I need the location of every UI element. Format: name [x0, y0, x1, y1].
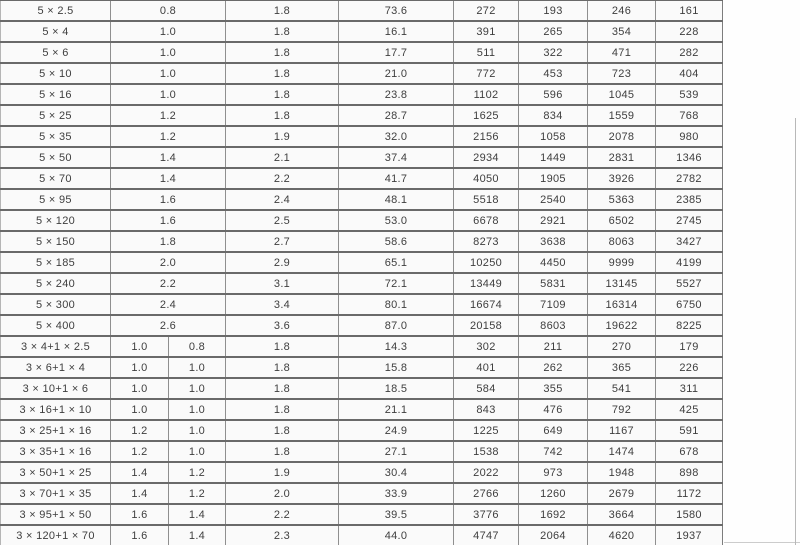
value-cell: 2.2 [111, 273, 226, 294]
value-cell: 58.6 [339, 231, 454, 252]
value-cell: 772 [454, 63, 519, 84]
value-cell: 1692 [519, 504, 588, 525]
table-row [1, 231, 723, 252]
value-cell: 1.8 [226, 0, 339, 21]
table-row [1, 273, 723, 294]
table-row [1, 168, 723, 189]
value-cell: 3427 [656, 231, 723, 252]
size-cell: 5 × 4 [1, 21, 111, 42]
value-cell: 1.4 [169, 504, 226, 525]
table-row [1, 294, 723, 315]
value-cell: 1.6 [111, 504, 169, 525]
value-cell: 2064 [519, 525, 588, 545]
value-cell: 179 [656, 336, 723, 357]
value-cell: 8063 [588, 231, 656, 252]
value-cell: 1.0 [111, 21, 226, 42]
table-row [1, 21, 723, 42]
value-cell: 4620 [588, 525, 656, 545]
value-cell: 5363 [588, 189, 656, 210]
value-cell: 678 [656, 441, 723, 462]
value-cell: 453 [519, 63, 588, 84]
value-cell: 24.9 [339, 420, 454, 441]
value-cell: 1.0 [169, 441, 226, 462]
value-cell: 23.8 [339, 84, 454, 105]
value-cell: 1.6 [111, 210, 226, 231]
table-row [1, 462, 723, 483]
value-cell: 898 [656, 462, 723, 483]
value-cell: 1.0 [111, 399, 169, 420]
value-cell: 2540 [519, 189, 588, 210]
value-cell: 2156 [454, 126, 519, 147]
value-cell: 1.2 [169, 462, 226, 483]
value-cell: 4747 [454, 525, 519, 545]
value-cell: 973 [519, 462, 588, 483]
size-cell: 5 × 25 [1, 105, 111, 126]
value-cell: 2078 [588, 126, 656, 147]
value-cell: 1937 [656, 525, 723, 545]
table-row [1, 357, 723, 378]
value-cell: 1.8 [226, 336, 339, 357]
value-cell: 1.2 [111, 441, 169, 462]
value-cell: 5518 [454, 189, 519, 210]
value-cell: 1.4 [111, 483, 169, 504]
size-cell: 5 × 95 [1, 189, 111, 210]
value-cell: 1.9 [226, 462, 339, 483]
value-cell: 1.8 [226, 420, 339, 441]
value-cell: 1260 [519, 483, 588, 504]
value-cell: 2.3 [226, 525, 339, 545]
value-cell: 72.1 [339, 273, 454, 294]
value-cell: 41.7 [339, 168, 454, 189]
value-cell: 3664 [588, 504, 656, 525]
value-cell: 13145 [588, 273, 656, 294]
size-cell: 3 × 120+1 × 70 [1, 525, 111, 545]
value-cell: 1.0 [111, 357, 169, 378]
value-cell: 649 [519, 420, 588, 441]
value-cell: 1.2 [111, 105, 226, 126]
value-cell: 265 [519, 21, 588, 42]
value-cell: 80.1 [339, 294, 454, 315]
value-cell: 193 [519, 0, 588, 21]
value-cell: 20158 [454, 315, 519, 336]
value-cell: 2.4 [226, 189, 339, 210]
value-cell: 33.9 [339, 483, 454, 504]
value-cell: 768 [656, 105, 723, 126]
value-cell: 1.8 [226, 63, 339, 84]
value-cell: 226 [656, 357, 723, 378]
value-cell: 541 [588, 378, 656, 399]
table-row [1, 483, 723, 504]
value-cell: 17.7 [339, 42, 454, 63]
value-cell: 2.2 [226, 168, 339, 189]
value-cell: 980 [656, 126, 723, 147]
value-cell: 1.2 [169, 483, 226, 504]
value-cell: 10250 [454, 252, 519, 273]
value-cell: 1.4 [111, 168, 226, 189]
size-cell: 3 × 25+1 × 16 [1, 420, 111, 441]
value-cell: 2.6 [111, 315, 226, 336]
table-row [1, 336, 723, 357]
size-cell: 5 × 35 [1, 126, 111, 147]
value-cell: 1905 [519, 168, 588, 189]
value-cell: 6678 [454, 210, 519, 231]
value-cell: 19622 [588, 315, 656, 336]
value-cell: 539 [656, 84, 723, 105]
value-cell: 742 [519, 441, 588, 462]
value-cell: 834 [519, 105, 588, 126]
value-cell: 2.0 [226, 483, 339, 504]
value-cell: 48.1 [339, 189, 454, 210]
value-cell: 1.0 [111, 63, 226, 84]
value-cell: 9999 [588, 252, 656, 273]
value-cell: 246 [588, 0, 656, 21]
value-cell: 2782 [656, 168, 723, 189]
table-row [1, 420, 723, 441]
size-cell: 3 × 35+1 × 16 [1, 441, 111, 462]
value-cell: 3.6 [226, 315, 339, 336]
value-cell: 7109 [519, 294, 588, 315]
value-cell: 1225 [454, 420, 519, 441]
value-cell: 53.0 [339, 210, 454, 231]
value-cell: 1.0 [111, 378, 169, 399]
table-row [1, 252, 723, 273]
value-cell: 272 [454, 0, 519, 21]
value-cell: 2745 [656, 210, 723, 231]
value-cell: 1.8 [226, 399, 339, 420]
value-cell: 584 [454, 378, 519, 399]
size-cell: 3 × 4+1 × 2.5 [1, 336, 111, 357]
size-cell: 5 × 240 [1, 273, 111, 294]
size-cell: 3 × 10+1 × 6 [1, 378, 111, 399]
value-cell: 32.0 [339, 126, 454, 147]
right-margin [724, 0, 800, 543]
size-cell: 3 × 70+1 × 35 [1, 483, 111, 504]
value-cell: 322 [519, 42, 588, 63]
value-cell: 471 [588, 42, 656, 63]
table-row [1, 189, 723, 210]
value-cell: 39.5 [339, 504, 454, 525]
value-cell: 1.8 [226, 378, 339, 399]
value-cell: 0.8 [169, 336, 226, 357]
value-cell: 8225 [656, 315, 723, 336]
size-cell: 5 × 6 [1, 42, 111, 63]
value-cell: 391 [454, 21, 519, 42]
spec-table-body [1, 0, 723, 545]
size-cell: 5 × 185 [1, 252, 111, 273]
value-cell: 44.0 [339, 525, 454, 545]
value-cell: 6502 [588, 210, 656, 231]
value-cell: 1.0 [111, 42, 226, 63]
table-row [1, 378, 723, 399]
value-cell: 18.5 [339, 378, 454, 399]
value-cell: 282 [656, 42, 723, 63]
value-cell: 8273 [454, 231, 519, 252]
value-cell: 2679 [588, 483, 656, 504]
value-cell: 16314 [588, 294, 656, 315]
value-cell: 2831 [588, 147, 656, 168]
value-cell: 3.4 [226, 294, 339, 315]
value-cell: 1625 [454, 105, 519, 126]
value-cell: 37.4 [339, 147, 454, 168]
table-row [1, 105, 723, 126]
value-cell: 1.0 [169, 399, 226, 420]
size-cell: 5 × 400 [1, 315, 111, 336]
value-cell: 1.8 [226, 21, 339, 42]
value-cell: 1045 [588, 84, 656, 105]
value-cell: 1.4 [111, 147, 226, 168]
value-cell: 1.8 [226, 357, 339, 378]
value-cell: 1102 [454, 84, 519, 105]
value-cell: 596 [519, 84, 588, 105]
value-cell: 3.1 [226, 273, 339, 294]
value-cell: 8603 [519, 315, 588, 336]
size-cell: 5 × 10 [1, 63, 111, 84]
value-cell: 425 [656, 399, 723, 420]
value-cell: 161 [656, 0, 723, 21]
value-cell: 354 [588, 21, 656, 42]
value-cell: 2.7 [226, 231, 339, 252]
value-cell: 2385 [656, 189, 723, 210]
value-cell: 16.1 [339, 21, 454, 42]
size-cell: 5 × 150 [1, 231, 111, 252]
value-cell: 5527 [656, 273, 723, 294]
size-cell: 5 × 16 [1, 84, 111, 105]
size-cell: 5 × 70 [1, 168, 111, 189]
table-row [1, 525, 723, 545]
value-cell: 2766 [454, 483, 519, 504]
value-cell: 211 [519, 336, 588, 357]
value-cell: 262 [519, 357, 588, 378]
table-row [1, 441, 723, 462]
size-cell: 5 × 2.5 [1, 0, 111, 21]
value-cell: 73.6 [339, 0, 454, 21]
value-cell: 843 [454, 399, 519, 420]
value-cell: 6750 [656, 294, 723, 315]
value-cell: 1346 [656, 147, 723, 168]
size-cell: 5 × 300 [1, 294, 111, 315]
value-cell: 4450 [519, 252, 588, 273]
value-cell: 21.1 [339, 399, 454, 420]
value-cell: 1.0 [169, 420, 226, 441]
value-cell: 1.6 [111, 525, 169, 545]
value-cell: 1.0 [111, 84, 226, 105]
value-cell: 792 [588, 399, 656, 420]
table-row [1, 315, 723, 336]
value-cell: 2.2 [226, 504, 339, 525]
value-cell: 511 [454, 42, 519, 63]
value-cell: 1058 [519, 126, 588, 147]
value-cell: 30.4 [339, 462, 454, 483]
value-cell: 1580 [656, 504, 723, 525]
value-cell: 1.2 [111, 420, 169, 441]
value-cell: 1474 [588, 441, 656, 462]
value-cell: 1172 [656, 483, 723, 504]
value-cell: 2.5 [226, 210, 339, 231]
value-cell: 3776 [454, 504, 519, 525]
value-cell: 476 [519, 399, 588, 420]
value-cell: 4199 [656, 252, 723, 273]
value-cell: 1.0 [169, 357, 226, 378]
value-cell: 1538 [454, 441, 519, 462]
value-cell: 302 [454, 336, 519, 357]
value-cell: 1449 [519, 147, 588, 168]
size-cell: 5 × 50 [1, 147, 111, 168]
value-cell: 87.0 [339, 315, 454, 336]
value-cell: 2022 [454, 462, 519, 483]
value-cell: 27.1 [339, 441, 454, 462]
value-cell: 365 [588, 357, 656, 378]
value-cell: 228 [656, 21, 723, 42]
value-cell: 4050 [454, 168, 519, 189]
value-cell: 1.8 [226, 84, 339, 105]
value-cell: 2921 [519, 210, 588, 231]
value-cell: 270 [588, 336, 656, 357]
value-cell: 3926 [588, 168, 656, 189]
value-cell: 21.0 [339, 63, 454, 84]
value-cell: 1.0 [169, 378, 226, 399]
value-cell: 1.4 [111, 462, 169, 483]
value-cell: 16674 [454, 294, 519, 315]
value-cell: 1.8 [226, 105, 339, 126]
value-cell: 1.8 [226, 42, 339, 63]
value-cell: 311 [656, 378, 723, 399]
value-cell: 1.8 [226, 441, 339, 462]
table-row [1, 63, 723, 84]
table-row [1, 504, 723, 525]
table-row [1, 42, 723, 63]
value-cell: 2.9 [226, 252, 339, 273]
size-cell: 3 × 16+1 × 10 [1, 399, 111, 420]
value-cell: 2934 [454, 147, 519, 168]
value-cell: 1.2 [111, 126, 226, 147]
value-cell: 1559 [588, 105, 656, 126]
table-row [1, 210, 723, 231]
table-row [1, 126, 723, 147]
table-row [1, 84, 723, 105]
value-cell: 404 [656, 63, 723, 84]
value-cell: 2.4 [111, 294, 226, 315]
value-cell: 1.4 [169, 525, 226, 545]
value-cell: 1.0 [111, 336, 169, 357]
value-cell: 355 [519, 378, 588, 399]
table-row [1, 147, 723, 168]
table-row [1, 399, 723, 420]
size-cell: 3 × 95+1 × 50 [1, 504, 111, 525]
value-cell: 28.7 [339, 105, 454, 126]
value-cell: 1167 [588, 420, 656, 441]
value-cell: 591 [656, 420, 723, 441]
value-cell: 1.9 [226, 126, 339, 147]
value-cell: 2.1 [226, 147, 339, 168]
value-cell: 14.3 [339, 336, 454, 357]
value-cell: 0.8 [111, 0, 226, 21]
value-cell: 5831 [519, 273, 588, 294]
value-cell: 401 [454, 357, 519, 378]
value-cell: 15.8 [339, 357, 454, 378]
value-cell: 13449 [454, 273, 519, 294]
value-cell: 2.0 [111, 252, 226, 273]
size-cell: 5 × 120 [1, 210, 111, 231]
value-cell: 1.8 [111, 231, 226, 252]
value-cell: 723 [588, 63, 656, 84]
value-cell: 1948 [588, 462, 656, 483]
right-edge-line [795, 118, 796, 545]
value-cell: 3638 [519, 231, 588, 252]
value-cell: 1.6 [111, 189, 226, 210]
table-row [1, 0, 723, 21]
size-cell: 3 × 6+1 × 4 [1, 357, 111, 378]
size-cell: 3 × 50+1 × 25 [1, 462, 111, 483]
value-cell: 65.1 [339, 252, 454, 273]
